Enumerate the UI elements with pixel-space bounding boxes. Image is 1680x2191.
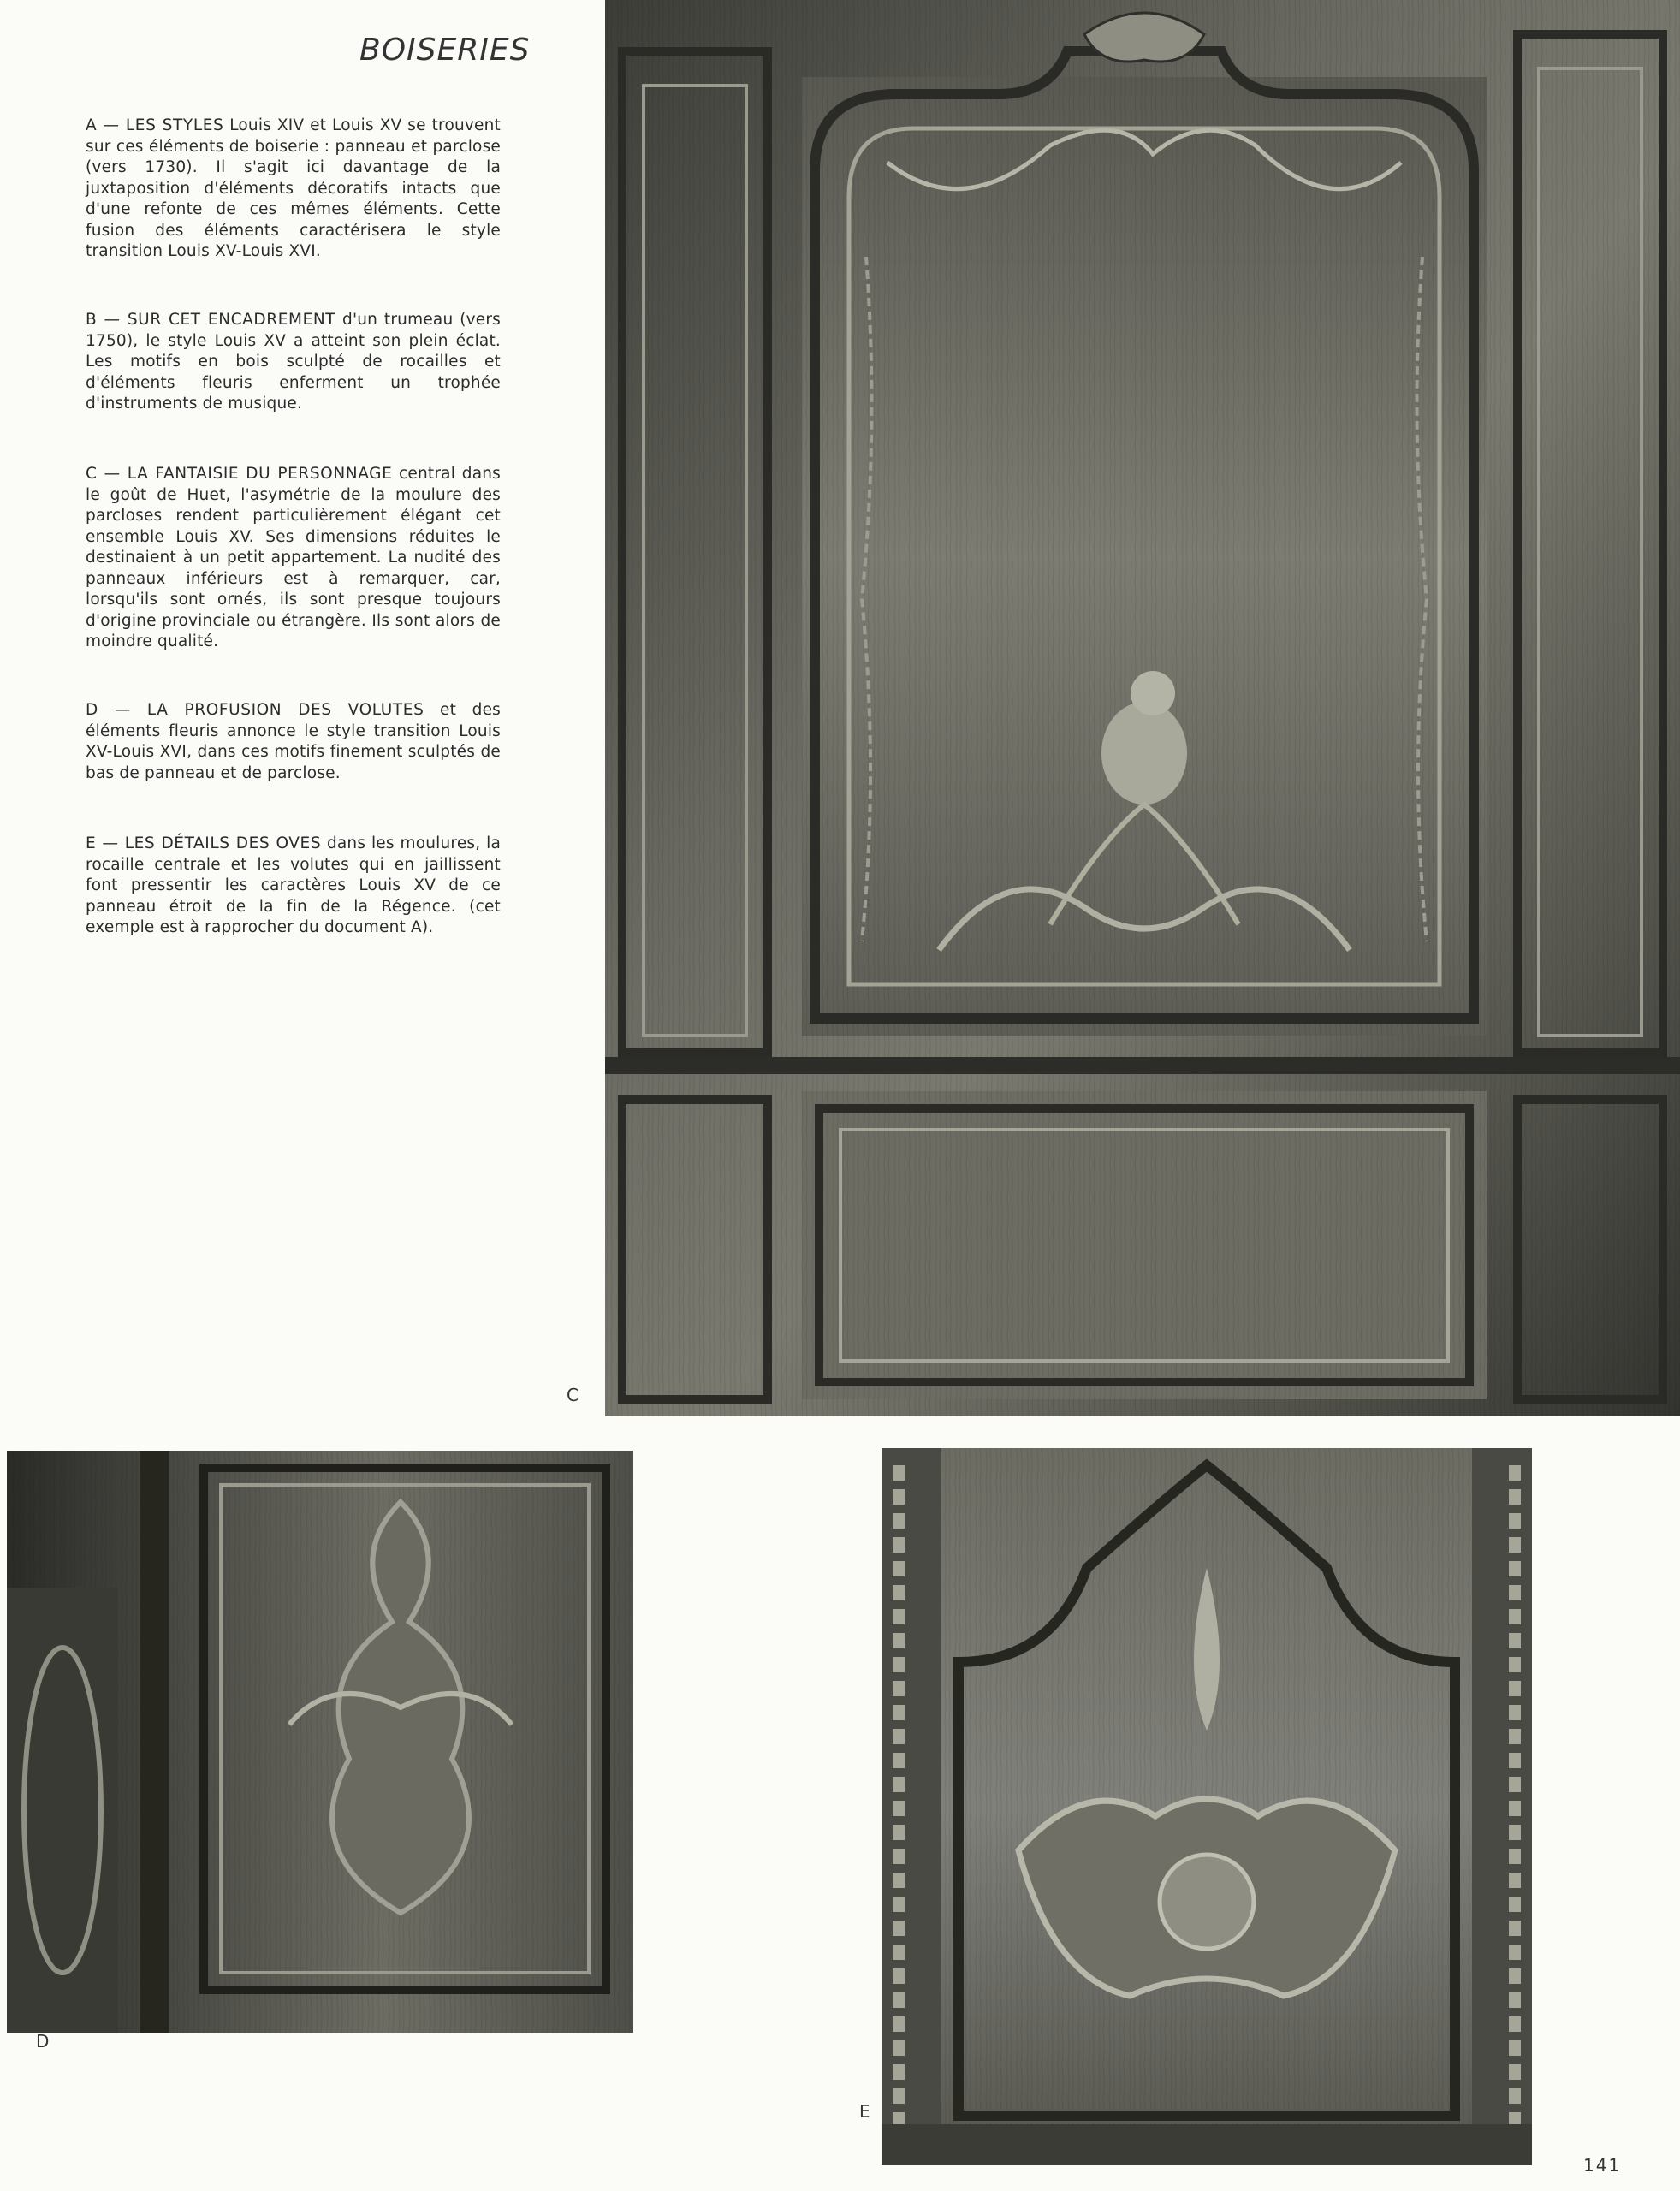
paragraph-e [86, 834, 501, 939]
paragraph-d-text: et des éléments fleuris annonce le style transition Louis XV-Louis XVI, dans ces motifs finement sculptés de bas de panneau et de parclose. [86, 701, 502, 782]
paragraph-c-text: central dans le goût de Huet, l'asymétrie de la moulure des parcloses rendent particulièrement élégant cet ensemble Louis XV. Ses dimensions réduites le destinaient à un petit appartement. La nudité des panneaux inférieurs est à remarquer, car, lorsqu'ils sont ornés, ils sont presque toujours d'origine provinciale ou étrangère. Ils sont alors de moindre qualité. [86, 465, 501, 650]
photo-d-panel-detail [7, 1451, 633, 2033]
paragraph-b [86, 310, 501, 415]
paragraph-b-text: d'un trumeau (vers 1750), le style Louis XV a atteint son plein éclat. Les motifs en bois sculpté de rocailles et d'éléments fleuris enferment un trophée d'instruments de musique. [86, 311, 501, 413]
paragraph-a-text: Louis XIV et Louis XV se trouvent sur ces éléments de boiserie : panneau et parclose (vers 1730). Il s'agit ici davantage de la juxtaposition d'éléments décoratifs intacts que d'une refonte de ces mêmes éléments. Cette fusion des éléments caractérisera le style transition Louis XV-Louis XVI. [86, 116, 501, 260]
page-number: 141 [1583, 2155, 1622, 2176]
photo-d-label: D [36, 2031, 50, 2051]
paragraph-d [86, 700, 501, 784]
photo-c-label: C [567, 1385, 579, 1405]
photo-c-boiserie-panel [605, 0, 1680, 1416]
page-title: BOISERIES [359, 33, 531, 68]
paragraph-a [86, 116, 501, 263]
paragraph-c-lead: C — LA FANTAISIE DU PERSONNAGE [86, 465, 393, 483]
paragraph-e-text: dans les moulures, la rocaille centrale et les volutes qui en jaillissent font pressentir les caractères Louis XV de ce panneau étroit de la fin de la Régence. (cet exemple est à rapprocher du document A). [86, 834, 501, 936]
paragraph-d-lead: D — LA PROFUSION DES VOLUTES [86, 701, 424, 719]
paragraph-b-lead: B — SUR CET ENCADREMENT [86, 311, 336, 329]
photo-e-narrow-panel [882, 1448, 1532, 2165]
paragraph-a-lead: A — LES STYLES [86, 116, 224, 134]
paragraph-e-lead: E — LES DÉTAILS DES OVES [86, 834, 322, 852]
photo-e-label: E [859, 2101, 870, 2122]
paragraph-c [86, 464, 501, 653]
